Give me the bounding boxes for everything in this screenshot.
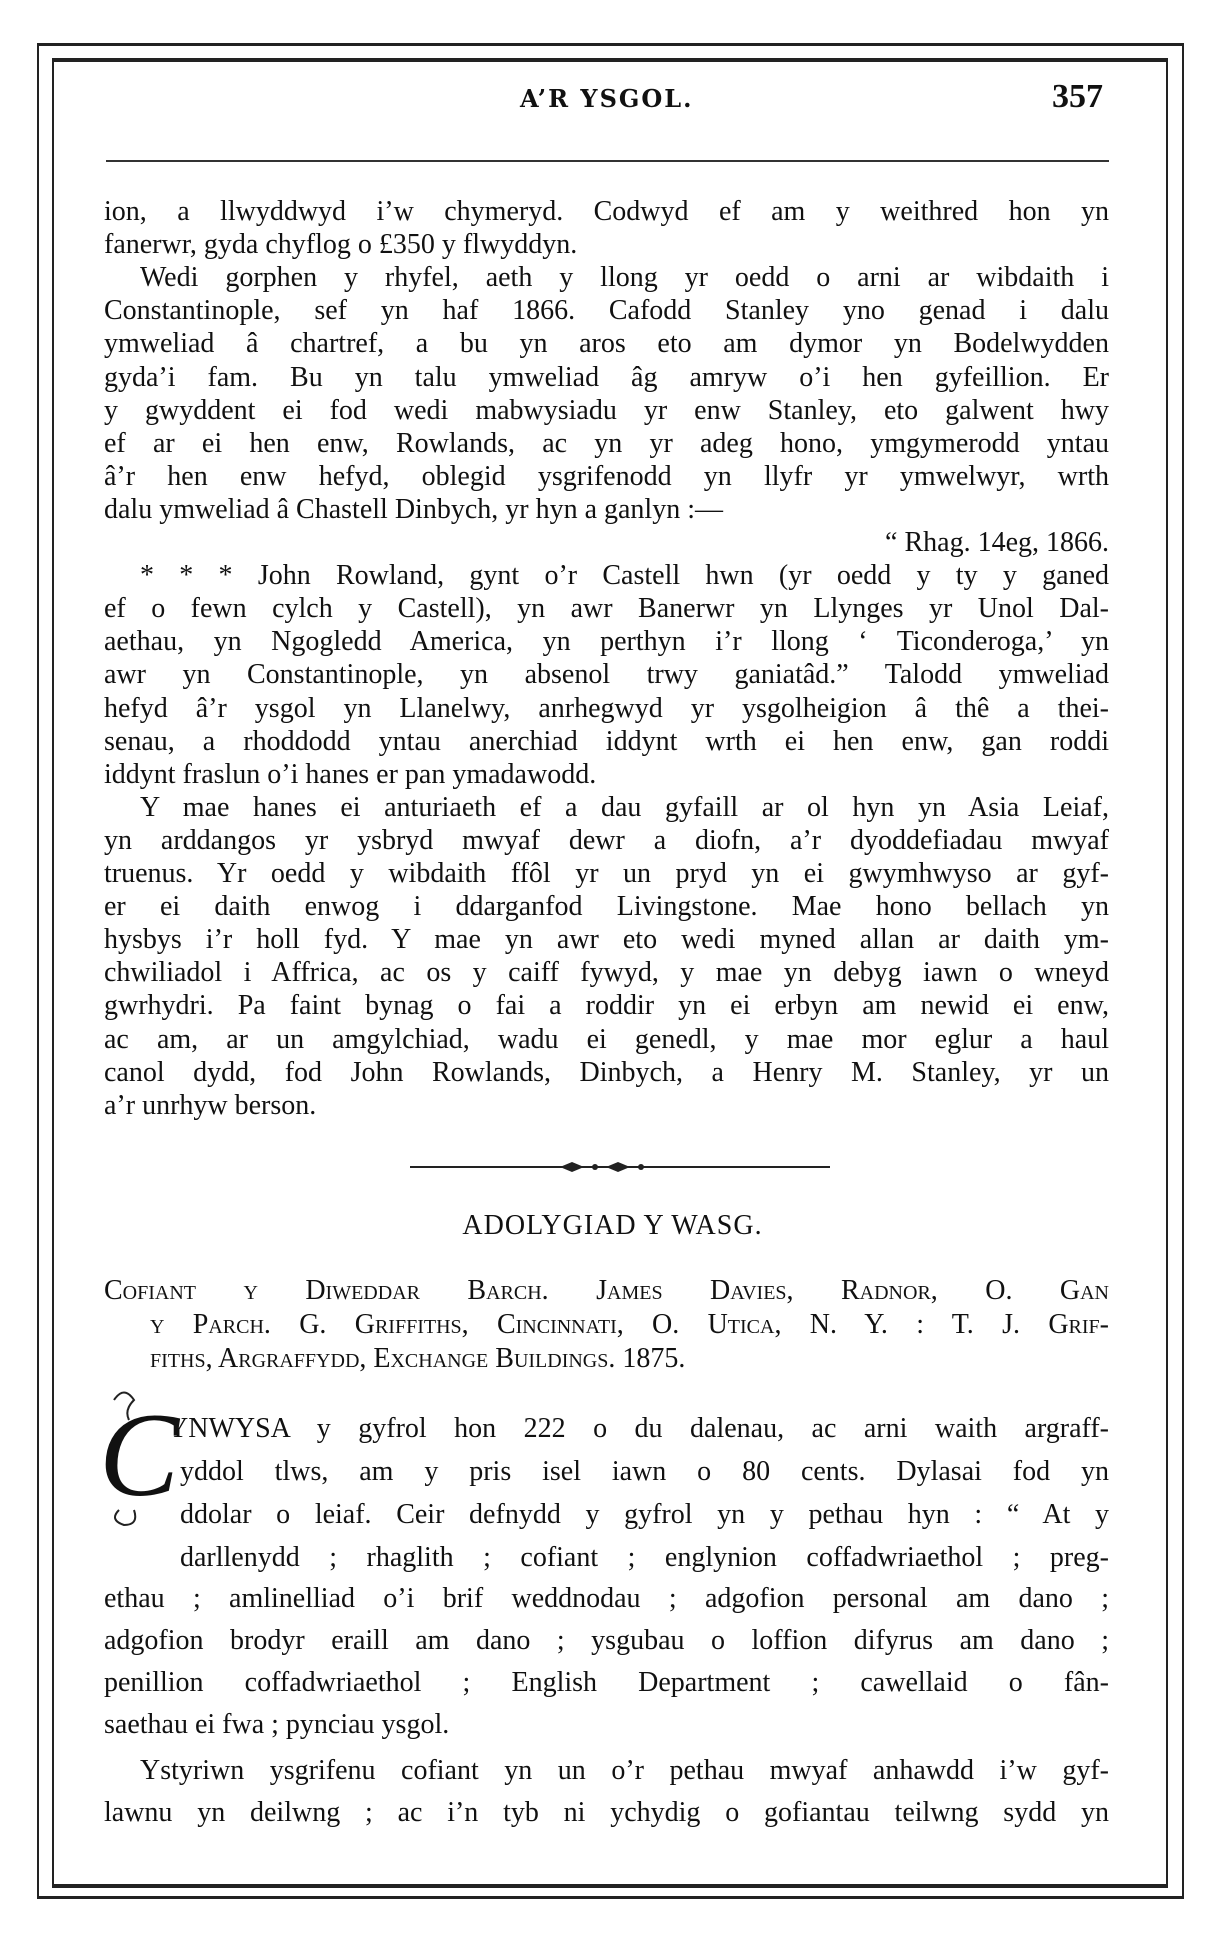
page-number: 357	[1052, 78, 1103, 115]
text-line: aethau, yn Ngogledd America, yn perthyn i’r llong ‘ Ticonderoga,’ yn	[104, 626, 1109, 658]
ornamental-drop-cap	[98, 1380, 180, 1530]
text-line: “ Rhag. 14eg, 1866.	[885, 527, 1109, 558]
text-line: iddynt fraslun o’i hanes er pan ymadawodd.	[104, 758, 597, 790]
text-line: â’r hen enw hefyd, oblegid ysgrifenodd yn llyfr yr ymwelwyr, wrth	[104, 460, 1109, 492]
citation-line: fiths, Argraffydd, Exchange Buildings. 1875.	[150, 1343, 686, 1374]
review-line: ddolar o leiaf. Ceir defnydd y gyfrol yn y pethau hyn : “ At y	[180, 1499, 1109, 1530]
citation-line: y Parch. G. Griffiths, Cincinnati, O. Utica, N. Y. : T. J. Grif-	[150, 1309, 1109, 1340]
text-line: gwrhydri. Pa faint bynag o fai a roddir yn ei erbyn am newid ei enw,	[104, 990, 1109, 1022]
citation-line: Cofiant y Diweddar Barch. James Davies, Radnor, O. Gan	[104, 1275, 1109, 1306]
header-rule	[106, 160, 1109, 162]
text-line: hefyd â’r ysgol yn Llanelwy, anrhegwyd yr ysgolheigion â thê a thei-	[104, 692, 1109, 724]
text-line: ef ar ei hen enw, Rowlands, ac yn yr adeg hono, ymgymerodd yntau	[104, 427, 1109, 459]
section-ornament	[410, 1160, 830, 1174]
text-line: Y mae hanes ei anturiaeth ef a dau gyfaill ar ol hyn yn Asia Leiaf,	[140, 791, 1109, 823]
review-line: Ystyriwn ysgrifenu cofiant yn un o’r pethau mwyaf anhawdd i’w gyf-	[140, 1755, 1109, 1786]
text-line: Wedi gorphen y rhyfel, aeth y llong yr oedd o arni ar wibdaith i	[140, 262, 1109, 294]
drop-cap-letter: C	[98, 1388, 180, 1521]
text-line: * * * John Rowland, gynt o’r Castell hwn (yr oedd y ty y ganed	[140, 560, 1109, 592]
text-line: chwiliadol i Affrica, ac os y caiff fywyd, y mae yn debyg iawn o wneyd	[104, 957, 1109, 989]
review-line: darllenydd ; rhaglith ; cofiant ; englynion coffadwriaethol ; preg-	[180, 1542, 1109, 1573]
section-heading: ADOLYGIAD Y WASG.	[462, 1210, 763, 1241]
review-line: lawnu yn deilwng ; ac i’n tyb ni ychydig o gofiantau teilwng sydd yn	[104, 1797, 1109, 1828]
text-line: fanerwr, gyda chyflog o £350 y flwyddyn.	[104, 229, 578, 261]
review-line: saethau ei fwa ; pynciau ysgol.	[104, 1709, 450, 1740]
text-line: truenus. Yr oedd y wibdaith ffôl yr un pryd yn ei gwymhwyso ar gyf-	[104, 858, 1109, 889]
running-title: A’R YSGOL.	[520, 84, 694, 113]
text-line: canol dydd, fod John Rowlands, Dinbych, a Henry M. Stanley, yr un	[104, 1056, 1109, 1088]
review-line: adgofion brodyr eraill am dano ; ysgubau o loffion difyrus am dano ;	[104, 1625, 1109, 1656]
text-line: senau, a rhoddodd yntau anerchiad iddynt wrth ei hen enw, gan roddi	[104, 725, 1109, 757]
text-line: er ei daith enwog i ddarganfod Livingstone. Mae hono bellach yn	[104, 891, 1109, 923]
review-line: yddol tlws, am y pris isel iawn o 80 cents. Dylasai fod yn	[180, 1456, 1109, 1487]
text-line: ymweliad â chartref, a bu yn aros eto am dymor yn Bodelwydden	[104, 328, 1109, 360]
text-line: ef o fewn cylch y Castell), yn awr Banerwr yn Llynges yr Unol Dal-	[104, 593, 1109, 625]
review-line: penillion coffadwriaethol ; English Department ; cawellaid o fân-	[104, 1667, 1109, 1698]
review-line: ethau ; amlinelliad o’i brif weddnodau ; adgofion personal am dano ;	[104, 1583, 1109, 1614]
text-line: hysbys i’r holl fyd. Y mae yn awr eto wedi myned allan ar daith ym-	[104, 924, 1109, 956]
text-line: Constantinople, sef yn haf 1866. Cafodd Stanley yno genad i dalu	[104, 295, 1109, 327]
review-line: YNWYSA y gyfrol hon 222 o du dalenau, ac arni waith argraff-	[168, 1413, 1109, 1444]
text-line: a’r unrhyw berson.	[104, 1089, 317, 1121]
text-line: yn arddangos yr ysbryd mwyaf dewr a diofn, a’r dyoddefiadau mwyaf	[104, 824, 1109, 856]
text-line: gyda’i fam. Bu yn talu ymweliad âg amryw o’i hen gyfeillion. Er	[104, 361, 1109, 393]
text-line: y gwyddent ei fod wedi mabwysiadu yr enw Stanley, eto galwent hwy	[104, 394, 1109, 426]
text-line: ion, a llwyddwyd i’w chymeryd. Codwyd ef am y weithred hon yn	[104, 196, 1109, 227]
text-line: ac am, ar un amgylchiad, wadu ei genedl, y mae mor eglur a haul	[104, 1023, 1109, 1055]
text-line: awr yn Constantinople, yn absenol trwy ganiatâd.” Talodd ymweliad	[104, 659, 1109, 691]
text-line: dalu ymweliad â Chastell Dinbych, yr hyn a ganlyn :—	[104, 493, 723, 525]
